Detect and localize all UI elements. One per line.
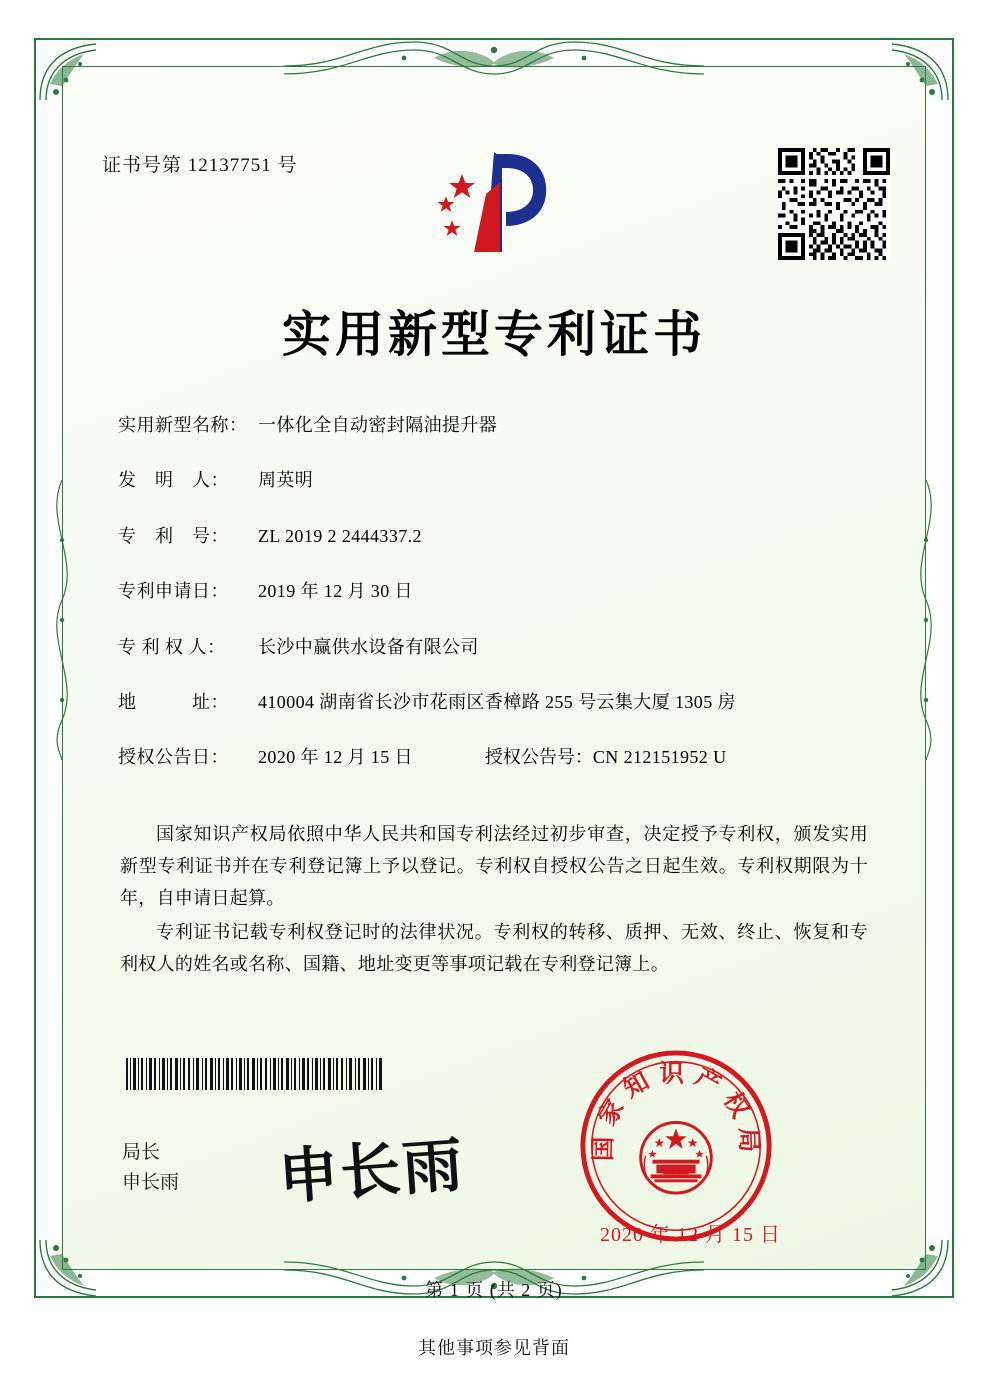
grant-date-label: 授权公告日：	[118, 747, 229, 768]
field-value: 410004 湖南省长沙市花雨区香樟路 255 号云集大厦 1305 房	[258, 691, 736, 712]
certificate-fields	[118, 414, 878, 802]
barcode-icon	[126, 1058, 384, 1090]
grant-number-label: 授权公告号：	[484, 747, 593, 768]
official-seal-icon	[578, 1048, 774, 1244]
top-ornament-icon	[284, 36, 704, 90]
director-name-label: 申长雨	[122, 1172, 180, 1193]
field-row-grant-announcement	[118, 746, 878, 769]
corner-ornament-icon	[888, 40, 952, 104]
side-ornament-icon	[902, 480, 950, 760]
field-label: 发 明 人：	[118, 470, 229, 491]
field-value: 一体化全自动密封隔油提升器	[258, 415, 498, 435]
svg-text:国家知识产权局: 国家知识产权局	[587, 1058, 765, 1162]
field-row-patentee	[118, 636, 878, 659]
certificate-number: 证书号第 12137751 号	[102, 155, 298, 176]
field-row-patent-number	[118, 525, 878, 548]
director-title-label: 局长	[122, 1142, 161, 1163]
field-value: 长沙中赢供水设备有限公司	[258, 636, 479, 657]
handwritten-signature: 申长雨	[276, 1130, 467, 1213]
field-label: 实用新型名称：	[118, 415, 248, 435]
field-row-utility-model-name	[118, 414, 878, 437]
corner-ornament-icon	[36, 40, 100, 104]
field-value: ZL 2019 2 2444337.2	[258, 525, 422, 546]
grant-date-value: 2020 年 12 月 15 日	[258, 747, 413, 768]
field-value: 2019 年 12 月 30 日	[258, 581, 413, 602]
field-label: 地 址：	[118, 691, 229, 712]
signature-block	[122, 1138, 179, 1198]
qr-code-icon	[778, 148, 890, 260]
field-label: 专利申请日：	[118, 581, 229, 602]
side-ornament-icon	[38, 480, 86, 760]
field-label: 专 利 权 人：	[118, 636, 226, 657]
seal-date: 2020 年 12 月 15 日	[600, 1224, 781, 1246]
legal-text	[120, 818, 868, 982]
field-label: 专 利 号：	[118, 525, 229, 546]
footer-note: 其他事项参见背面	[418, 1338, 570, 1358]
field-row-address	[118, 691, 878, 714]
field-row-inventor	[118, 469, 878, 492]
paragraph-1: 国家知识产权局依照中华人民共和国专利法经过初步审查，决定授予专利权，颁发实用新型专利证书并在专利登记簿上予以登记。专利权自授权公告之日起生效。专利权期限为十年，自申请日起算。	[120, 824, 868, 908]
field-value: 周英明	[258, 470, 314, 491]
page-number: 第 1 页 (共 2 页)	[425, 1280, 563, 1300]
grant-number-value: CN 212151952 U	[592, 747, 727, 768]
cnipa-logo-icon	[430, 148, 558, 266]
paragraph-2: 专利证书记载专利权登记时的法律状况。专利权的转移、质押、无效、终止、恢复和专利权人的姓名或名称、国籍、地址变更等事项记载在专利登记簿上。	[120, 922, 868, 974]
page-title: 实用新型专利证书	[281, 305, 706, 363]
field-row-application-date	[118, 580, 878, 603]
